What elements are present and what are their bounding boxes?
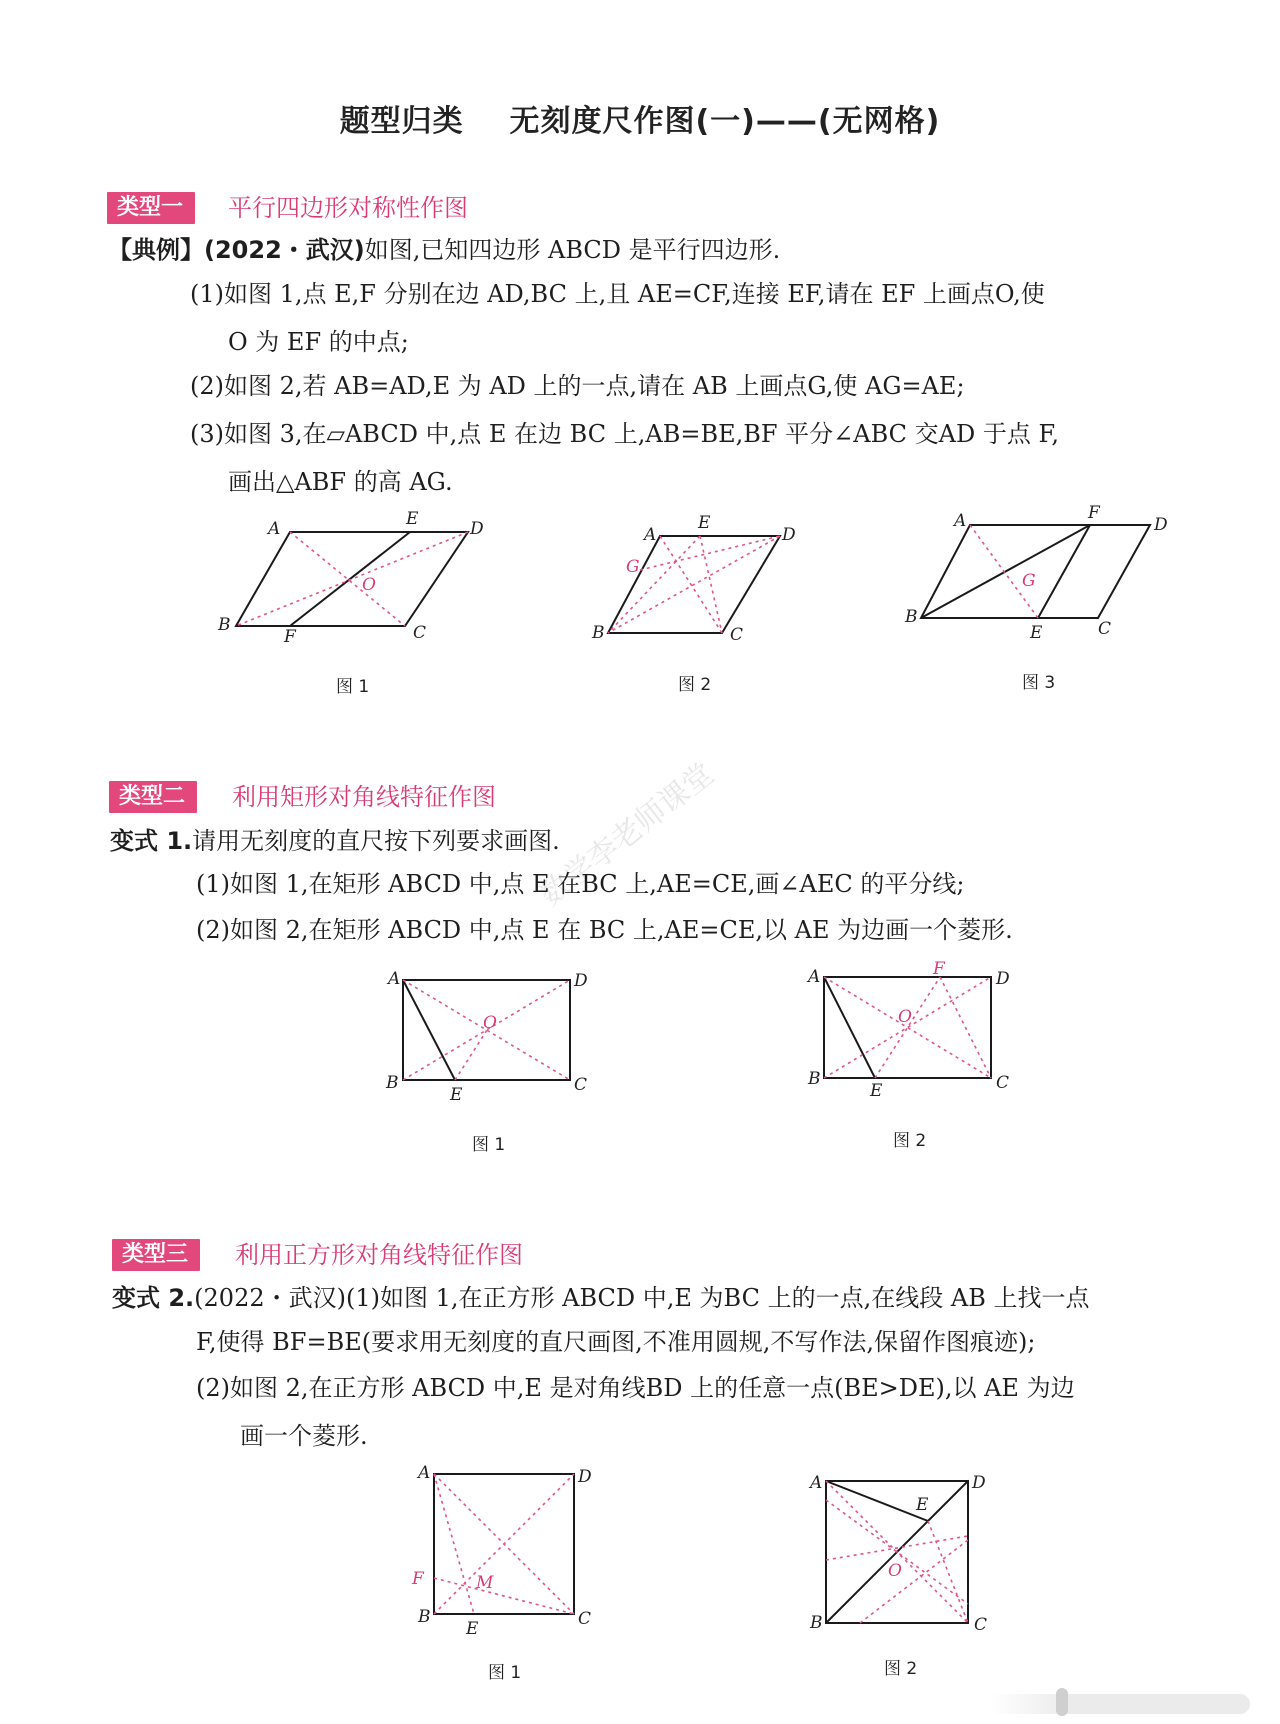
s1-item3-line1: (3)如图 3,在▱ABCD 中,点 E 在边 BC 上,AB=BE,BF 平分∠ABC 交AD 于点 F, xyxy=(190,420,1060,448)
line-ec-s2 xyxy=(928,1521,968,1623)
label-a: A xyxy=(268,519,281,539)
label-g-2: G xyxy=(626,557,640,577)
label-d-2: D xyxy=(782,525,796,545)
variant1-text: 请用无刻度的直尺按下列要求画图. xyxy=(192,827,560,855)
label-c-2: C xyxy=(730,625,744,645)
s1-fig3-caption: 图 3 xyxy=(1022,673,1056,693)
label-c: C xyxy=(413,623,427,643)
label-d-s1: D xyxy=(578,1467,592,1487)
type2-heading: 利用矩形对角线特征作图 xyxy=(232,783,496,811)
label-e: E xyxy=(406,509,419,529)
type1-badge: 类型一 xyxy=(107,192,195,224)
label-b-s2: B xyxy=(810,1613,823,1633)
label-a-r1: A xyxy=(388,969,401,989)
type3-badge: 类型三 xyxy=(112,1239,200,1271)
label-a-2: A xyxy=(644,525,657,545)
label-d: D xyxy=(470,519,484,539)
label-c-3: C xyxy=(1098,619,1112,639)
label-o-s2: O xyxy=(888,1561,902,1581)
type1-heading: 平行四边形对称性作图 xyxy=(228,194,468,222)
label-b-s1: B xyxy=(418,1607,431,1627)
label-o-r1: O xyxy=(483,1013,497,1033)
label-d-3: D xyxy=(1154,515,1168,535)
label-e-2: E xyxy=(698,513,711,533)
type2-badge: 类型二 xyxy=(109,781,197,813)
example-text: 如图,已知四边形 ABCD 是平行四边形. xyxy=(364,236,781,264)
label-f-3: F xyxy=(1088,503,1100,523)
s2-fig2-caption: 图 2 xyxy=(893,1131,927,1151)
page-title: 题型归类 无刻度尺作图(一)——(无网格) xyxy=(339,104,941,139)
label-g-3: G xyxy=(1022,571,1036,591)
label-f-r2: F xyxy=(933,959,945,979)
variant2-text: (2022・武汉)(1)如图 1,在正方形 ABCD 中,E 为BC 上的一点,在线段 AB 上找一点 xyxy=(194,1284,1090,1312)
label-b-r1: B xyxy=(386,1073,399,1093)
s2-fig1-caption: 图 1 xyxy=(472,1135,506,1155)
label-b: B xyxy=(218,615,231,635)
line-fc-s1 xyxy=(434,1578,574,1614)
label-o-r2: O xyxy=(898,1007,912,1027)
example-tag: 【典例】(2022・武汉) xyxy=(108,236,365,264)
label-e-r2: E xyxy=(870,1081,883,1101)
s1-item2: (2)如图 2,若 AB=AD,E 为 AD 上的一点,请在 AB 上画点G,使 AG=AE; xyxy=(190,372,965,400)
s3-fig1-caption: 图 1 xyxy=(488,1663,522,1683)
label-e-r1: E xyxy=(450,1085,463,1105)
s3-item1-line2: F,使得 BF=BE(要求用无刻度的直尺画图,不准用圆规,不写作法,保留作图痕迹); xyxy=(196,1328,1036,1356)
label-c-s2: C xyxy=(974,1615,988,1635)
label-d-r2: D xyxy=(996,969,1010,989)
label-d-r1: D xyxy=(574,971,588,991)
label-c-r2: C xyxy=(996,1073,1010,1093)
line-cross2-s2 xyxy=(826,1536,968,1560)
label-f-s1: F xyxy=(412,1569,424,1589)
s1-fig1-caption: 图 1 xyxy=(336,677,370,697)
s1-item1-line2: O 为 EF 的中点; xyxy=(228,328,409,356)
segment-ae-s2 xyxy=(826,1481,928,1521)
variant1-tag: 变式 1. xyxy=(110,827,193,855)
s3-item2-line1: (2)如图 2,在正方形 ABCD 中,E 是对角线BD 上的任意一点(BE>DE),以 AE 为边 xyxy=(196,1374,1075,1402)
s1-item1-line1: (1)如图 1,点 E,F 分别在边 AD,BC 上,且 AE=CF,连接 EF,请在 EF 上画点O,使 xyxy=(190,280,1045,308)
label-b-r2: B xyxy=(808,1069,821,1089)
label-b-3: B xyxy=(905,607,918,627)
label-m-s1: M xyxy=(476,1573,494,1593)
scroll-thumb[interactable] xyxy=(1056,1688,1068,1716)
label-a-3: A xyxy=(954,511,967,531)
type3-heading: 利用正方形对角线特征作图 xyxy=(235,1241,523,1269)
s2-item2: (2)如图 2,在矩形 ABCD 中,点 E 在 BC 上,AE=CE,以 AE 为边画一个菱形. xyxy=(196,916,1013,944)
label-e-s2: E xyxy=(916,1495,929,1515)
s2-item1: (1)如图 1,在矩形 ABCD 中,点 E 在BC 上,AE=CE,画∠AEC 的平分线; xyxy=(196,870,965,898)
label-c-r1: C xyxy=(574,1075,588,1095)
label-c-s1: C xyxy=(578,1609,592,1629)
watermark: 数学李老师课堂 xyxy=(533,756,721,914)
label-a-r2: A xyxy=(808,967,821,987)
scroll-track[interactable] xyxy=(990,1694,1250,1714)
s1-item3-line2: 画出△ABF 的高 AG. xyxy=(228,468,453,496)
label-e-3: E xyxy=(1030,623,1043,643)
label-d-s2: D xyxy=(972,1473,986,1493)
label-e-s1: E xyxy=(466,1619,479,1639)
s1-fig2-caption: 图 2 xyxy=(678,675,712,695)
s3-item2-line2: 画一个菱形. xyxy=(240,1422,368,1450)
label-f: F xyxy=(284,627,296,647)
s3-fig2-caption: 图 2 xyxy=(884,1659,918,1679)
label-o: O xyxy=(362,575,376,595)
variant2-tag: 变式 2. xyxy=(112,1284,195,1312)
label-b-2: B xyxy=(592,623,605,643)
label-a-s2: A xyxy=(810,1473,823,1493)
label-a-s1: A xyxy=(418,1463,431,1483)
